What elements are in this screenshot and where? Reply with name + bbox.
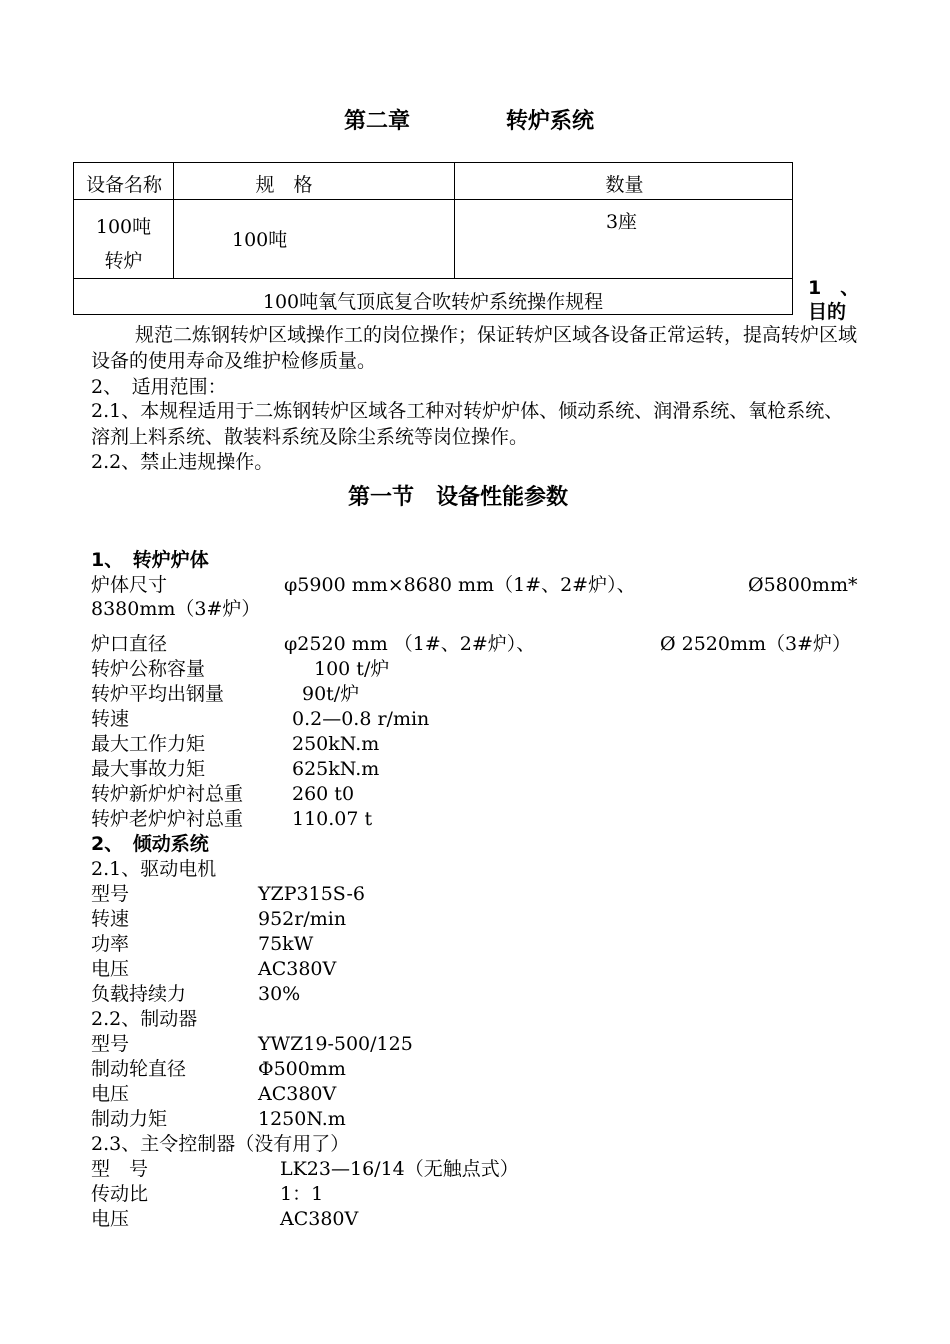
furnace-row-label: 转炉公称容量 (91, 658, 206, 680)
furnace-size-value-3: Ø5800mm* (748, 574, 858, 596)
brake-row-value: Φ500mm (258, 1058, 346, 1080)
furnace-row-value: 625kN.m (292, 758, 380, 780)
furnace-row-value: 0.2—0.8 r/min (292, 708, 430, 730)
brake-row-label: 电压 (91, 1083, 130, 1105)
furnace-row-label: 转炉老炉炉衬总重 (91, 808, 244, 830)
chapter-title: 转炉系统 (506, 109, 595, 134)
table-header-name: 设备名称 (74, 163, 174, 200)
table-header-spec: 规 格 (174, 163, 455, 200)
furnace-heading: 1、 转炉炉体 (91, 549, 209, 571)
furnace-size-continued: 8380mm（3#炉） (91, 598, 261, 620)
motor-row-label: 型号 (91, 883, 130, 905)
brake-heading: 2.2、制动器 (91, 1008, 198, 1030)
motor-row-value: AC380V (258, 958, 337, 980)
furnace-row-label: 转炉新炉炉衬总重 (91, 783, 244, 805)
furnace-size-label: 炉体尺寸 (91, 574, 168, 596)
motor-row-value: YZP315S-6 (258, 883, 366, 905)
motor-row-label: 转速 (91, 908, 130, 930)
brake-row-label: 制动轮直径 (91, 1058, 187, 1080)
chapter-number: 第二章 (344, 109, 411, 134)
tilting-heading: 2、 倾动系统 (91, 833, 209, 855)
furnace-mouth-value: φ2520 mm （1#、2#炉）、 (284, 633, 536, 655)
motor-row-label: 功率 (91, 933, 130, 955)
motor-row-value: 30% (258, 983, 301, 1005)
furnace-row-label: 转速 (91, 708, 130, 730)
controller-row-value: AC380V (280, 1208, 359, 1230)
controller-row-value: LK23—16/14（无触点式） (280, 1158, 519, 1180)
section2-item2: 2.2、禁止违规操作。 (91, 451, 274, 473)
controller-row-label: 传动比 (91, 1183, 149, 1205)
section1-heading: 目的 (808, 301, 847, 323)
table-header-qty: 数量 (455, 163, 793, 200)
furnace-row-value: 250kN.m (292, 733, 380, 755)
motor-row-label: 负载持续力 (91, 983, 187, 1005)
controller-heading: 2.3、主令控制器（没有用了） (91, 1133, 350, 1155)
section1-body: 规范二炼钢转炉区域操作工的岗位操作；保证转炉区域各设备正常运转，提高转炉区域设备的使用寿命及维护检修质量。 (91, 324, 858, 372)
furnace-row-label: 转炉平均出钢量 (91, 683, 225, 705)
furnace-row-value: 110.07 t (292, 808, 373, 830)
table-cell-name: 100吨 转炉 (74, 200, 174, 279)
brake-row-value: AC380V (258, 1083, 337, 1105)
furnace-size-value: φ5900 mm×8680 mm（1#、2#炉）、 (284, 574, 636, 596)
controller-row-label: 电压 (91, 1208, 130, 1230)
section2-item1: 2.1、本规程适用于二炼钢转炉区域各工种对转炉炉体、倾动系统、润滑系统、氧枪系统、溶剂上料系统、散装料系统及除尘系统等岗位操作。 (91, 400, 844, 448)
controller-row-label: 型 号 (91, 1158, 149, 1180)
furnace-mouth-label: 炉口直径 (91, 633, 168, 655)
furnace-mouth-value-3: Ø 2520mm（3#炉） (660, 633, 852, 655)
section1-number: 1 、 (808, 277, 860, 299)
motor-row-value: 75kW (258, 933, 314, 955)
section-title: 第一节 设备性能参数 (348, 485, 569, 510)
brake-row-label: 制动力矩 (91, 1108, 168, 1130)
furnace-row-label: 最大事故力矩 (91, 758, 206, 780)
furnace-row-value: 90t/炉 (302, 683, 360, 705)
table-footer: 100吨氧气顶底复合吹转炉系统操作规程 (74, 279, 793, 315)
brake-row-value: YWZ19-500/125 (258, 1033, 413, 1055)
furnace-row-label: 最大工作力矩 (91, 733, 206, 755)
controller-row-value: 1：1 (280, 1183, 324, 1205)
brake-row-value: 1250N.m (258, 1108, 346, 1130)
motor-heading: 2.1、驱动电机 (91, 858, 217, 880)
brake-row-label: 型号 (91, 1033, 130, 1055)
motor-row-label: 电压 (91, 958, 130, 980)
furnace-row-value: 100 t/炉 (314, 658, 390, 680)
spec-table (73, 162, 793, 315)
table-cell-qty: 3座 (455, 200, 793, 279)
table-cell-spec: 100吨 (174, 200, 455, 279)
furnace-row-value: 260 t0 (292, 783, 355, 805)
section2-heading: 2、 适用范围： (91, 376, 227, 398)
motor-row-value: 952r/min (258, 908, 347, 930)
